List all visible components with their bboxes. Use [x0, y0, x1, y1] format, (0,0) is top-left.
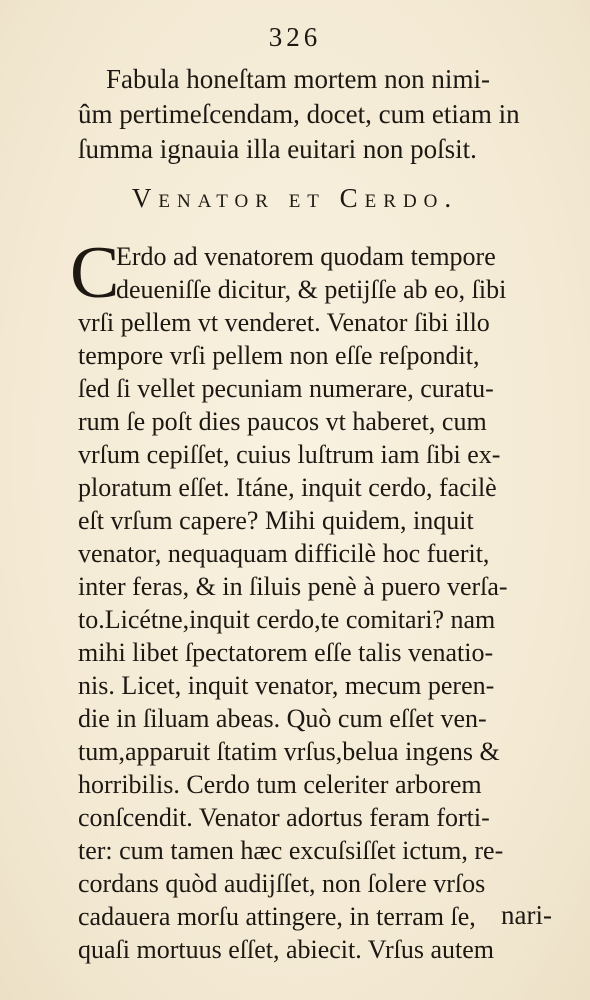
body-line: venator, nequaquam difficilè hoc fuerit, — [78, 539, 490, 568]
body-line: inter feras, & in ſiluis penè à puero verſa- — [78, 572, 508, 601]
body-line: ploratum eſſet. Itáne, inquit cerdo, facilè — [78, 473, 497, 502]
moral-line: ſumma ignauia illa euitari non poſsit. — [78, 134, 477, 164]
body-line: tum,apparuit ſtatim vrſus,belua ingens & — [78, 737, 500, 766]
body-line: to.Licétne,inquit cerdo,te comitari? nam — [78, 605, 496, 634]
body-line: cadauera morſu attingere, in terram ſe, — [78, 902, 476, 931]
body-line: mihi libet ſpectatorem eſſe talis venatio- — [78, 638, 494, 667]
fable-body — [78, 240, 558, 966]
moral-line: ûm pertimeſcendam, docet, cum etiam in — [78, 99, 520, 129]
body-line: die in ſiluam abeas. Quò cum eſſet ven- — [78, 704, 487, 733]
body-line: cordans quòd audijſſet, non ſolere vrſos — [78, 869, 486, 898]
body-line: conſcendit. Venator adortus feram forti- — [78, 803, 490, 832]
body-line: Erdo ad venatorem quodam tempore — [116, 242, 496, 271]
fable-title: Venator et Cerdo. — [131, 183, 459, 213]
body-line: eſt vrſum capere? Mihi quidem, inquit — [78, 506, 474, 535]
catchword: nari- — [501, 900, 552, 930]
page-number: 326 — [268, 22, 322, 52]
body-line: tempore vrſi pellem non eſſe reſpondit, — [78, 341, 480, 370]
body-line: deueniſſe dicitur, & petijſſe ab eo, ſibi — [116, 275, 507, 304]
body-line: vrſum cepiſſet, cuius luſtrum iam ſibi ex- — [78, 440, 501, 469]
body-line: vrſi pellem vt venderet. Venator ſibi illo — [78, 308, 490, 337]
body-line: ſed ſi vellet pecuniam numerare, curatu- — [78, 374, 494, 403]
body-line: rum ſe poſt dies paucos vt haberet, cum — [78, 407, 487, 436]
fable-moral — [78, 62, 548, 167]
body-line: quaſi mortuus eſſet, abiecit. Vrſus autem — [78, 935, 495, 964]
drop-capital: C — [70, 232, 120, 314]
body-line: ter: cum tamen hæc excuſsiſſet ictum, re- — [78, 836, 504, 865]
body-line: nis. Licet, inquit venator, mecum peren- — [78, 671, 495, 700]
body-line: horribilis. Cerdo tum celeriter arborem — [78, 770, 482, 799]
moral-line: Fabula honeſtam mortem non nimi- — [106, 64, 490, 94]
